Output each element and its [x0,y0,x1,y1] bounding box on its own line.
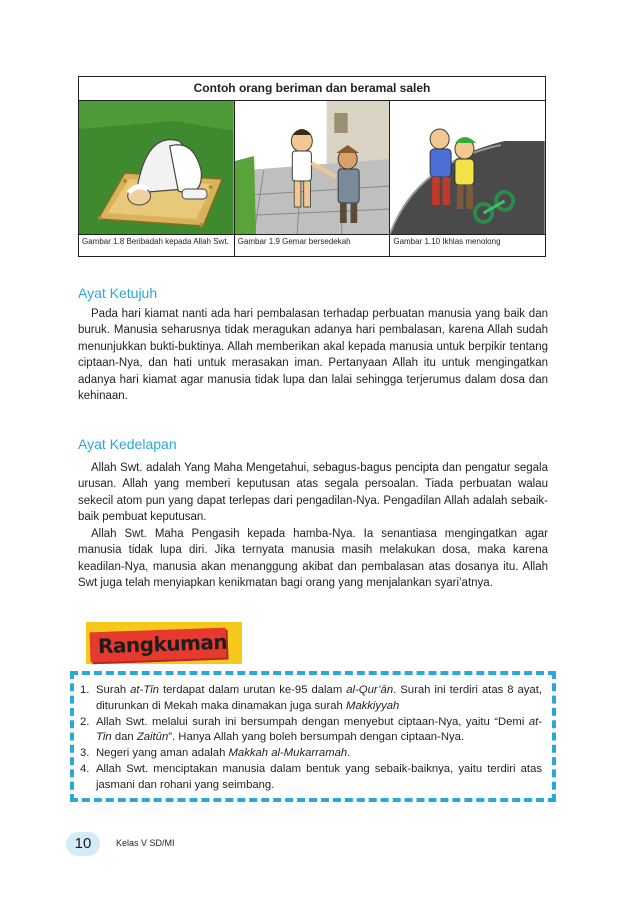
section-heading-ayat-ketujuh: Ayat Ketujuh [78,285,158,301]
footer-class-label: Kelas V SD/MI [116,838,175,848]
list-item [80,683,542,715]
section-heading-ayat-kedelapan: Ayat Kedelapan [78,436,177,452]
list-item [80,746,542,762]
list-text: Allah Swt. melalui surah ini bersumpah dengan menyebut ciptaan-Nya, yaitu “Demi at-Tīn dan Zaitūn”. Hanya Allah yang boleh bersumpah dengan ciptaan-Nya. [96,715,542,744]
figure-table [78,76,546,257]
rangkuman-box [70,671,556,802]
list-item [80,762,542,794]
charity-illustration [235,101,391,234]
figure-title: Contoh orang beriman dan beramal saleh [79,77,545,101]
list-text: Negeri yang aman adalah Makkah al-Mukarramah. [96,747,351,760]
paragraph-ayat-kedelapan-2: Allah Swt. Maha Pengasih kepada hamba-Nya. Ia senantiasa mengingatkan agar manusia tidak lupa diri. Jika ternyata manusia masih melakukan dosa, maka karena keadilan-Nya, manusia akan menanggung akibat dan pembalasan atas dosanya itu. Allah Swt juga telah menyiapkan kenikmatan bagi orang yang menjalankan syari’atnya. [78,528,548,590]
figure-caption-2: Gambar 1.9 Gemar bersedekah [235,235,391,257]
list-text: Allah Swt. menciptakan manusia dalam bentuk yang sebaik-baiknya, yaitu terdiri atas jasmani dan rohani yang seimbang. [96,762,542,791]
figure-caption-1: Gambar 1.8 Beribadah kepada Allah Swt. [79,235,235,257]
list-number: 4. [80,762,90,775]
list-number: 2. [80,715,90,728]
page-number: 10 [66,832,100,856]
figure-images-row [79,101,545,235]
paragraph-ayat-kedelapan-1: Allah Swt. adalah Yang Maha Mengetahui, sebagus-bagus pencipta dan pengatur segala urusan. Allah yang memberi keputusan atas segala persoalan. Tiada perbuatan walau sekecil atom pun yang dapat terlepas dari pengadilan-Nya. Pengadilan Allah adalah sebaik-baik pembuat keputusan. [78,462,548,524]
helping-illustration [390,101,545,234]
list-text: Surah at-Tīn terdapat dalam urutan ke-95 dalam al-Qur’ān. Surah ini terdiri atas 8 ayat, diturunkan di Mekah maka dinamakan juga surah Makkiyyah [96,684,542,712]
rangkuman-title: Rangkuman [97,629,228,659]
paragraph-ayat-ketujuh: Pada hari kiamat nanti ada hari pembalasan terhadap perbuatan manusia yang baik dan buruk. Manusia seharusnya tidak meragukan adanya hari pembalasan, karena Allah sudah menunjukkan bukti-buktinya. Allah memberikan akal kepada manusia untuk berpikir tentang ciptaan-Nya, dan hati untuk merasakan iman. Pertanyaan Allah itu untuk mengingatkan adanya hari kiamat agar manusia tidak lupa dan lalai sehingga terjerumus dalam dosa dan kehinaan. [78,308,548,403]
list-item [80,715,542,747]
figure-captions-row [79,235,545,257]
list-number: 1. [80,684,90,696]
rangkuman-list [80,683,542,794]
prayer-illustration [79,101,235,234]
list-number: 3. [80,747,90,760]
figure-caption-3: Gambar 1.10 Ikhlas menolong [393,237,501,246]
